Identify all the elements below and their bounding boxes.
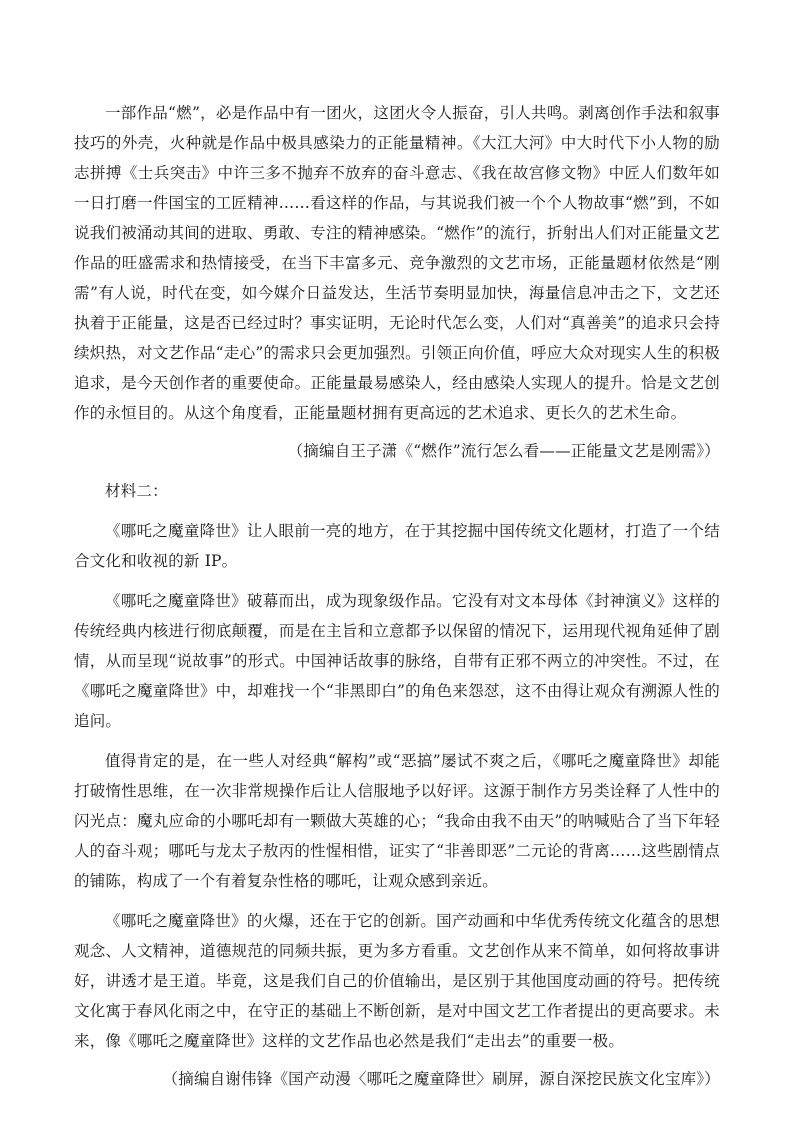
material2-paragraph-3: 值得肯定的是，在一些人对经典“解构”或“恶搞”屡试不爽之后，《哪吒之魔童降世》却能打破惰性思维，在一次非常规操作后让人信服地予以好评。这源于制作方另类诠释了人性中的闪光点：魔丸应命的小哪吒却有一颗做大英雄的心；“我命由我不由天”的呐喊贴合了当下年轻人的奋斗观；哪吒与龙太子敖丙的性惺相惜，证实了“非善即恶”二元论的背离……这些剧情点的铺陈，构成了一个有着复杂性格的哪吒，让观众感到亲近。 bbox=[74, 752, 720, 890]
material1-source: （摘编自王子潇《“燃作”流行怎么看——正能量文艺是刚需》） bbox=[287, 442, 720, 460]
material2-label: 材料二： bbox=[105, 482, 168, 500]
material2-paragraph-1: 《哪吒之魔童降世》让人眼前一亮的地方，在于其挖掘中国传统文化题材，打造了一个结合文化和收视的新 IP。 bbox=[74, 522, 720, 570]
material2-paragraph-4: 《哪吒之魔童降世》的火爆，还在于它的创新。国产动画和中华优秀传统文化蕴含的思想观念、人文精神，道德规范的同频共振，更为多方看重。文艺创作从来不简单，如何将故事讲好，讲透才是王道。毕竟，这是我们自己的价值输出，是区别于其他国度动画的符号。把传统文化寓于春风化雨之中，在守正的基础上不断创新，是对中国文艺工作者提出的更高要求。未来，像《哪吒之魔童降世》这样的文艺作品也必然是我们“走出去”的重要一极。 bbox=[74, 912, 720, 1050]
material2-paragraph-2: 《哪吒之魔童降世》破幕而出，成为现象级作品。它没有对文本母体《封神演义》这样的传统经典内核进行彻底颠覆，而是在主旨和立意都予以保留的情况下，运用现代视角延伸了剧情，从而呈现“说故事”的形式。中国神话故事的脉络，自带有正邪不两立的冲突性。不过，在《哪吒之魔童降世》中，却难找一个“非黑即白”的角色来怨怼，这不由得让观众有溯源人性的追问。 bbox=[74, 592, 720, 730]
material2-source: （摘编自谢伟锋《国产动漫〈哪吒之魔童降世〉刷屏，源自深挖民族文化宝库》） bbox=[162, 1070, 720, 1088]
material1-paragraph: 一部作品“燃”，必是作品中有一团火，这团火令人振奋，引人共鸣。剥离创作手法和叙事技巧的外壳，火种就是作品中极具感染力的正能量精神。《大江大河》中大时代下小人物的励志拼搏《士兵突击》中许三多不抛弃不放弃的奋斗意志、《我在故宫修文物》中匠人们数年如一日打磨一件国宝的工匠精神……看这样的作品，与其说我们被一个个人物故事“燃”到，不如说我们被涌动其间的进取、勇敢、专注的精神感染。“燃作”的流行，折射出人们对正能量文艺作品的旺盛需求和热情接受，在当下丰富多元、竞争激烈的文艺市场，正能量题材依然是“刚需”有人说，时代在变，如今媒介日益发达，生活节奏明显加快，海量信息冲击之下，文艺还执着于正能量，这是否已经过时？事实证明，无论时代怎么变，人们对“真善美”的追求只会持续炽热，对文艺作品“走心”的需求只会更加强烈。引领正向价值，呼应大众对现实人生的积极追求，是今天创作者的重要使命。正能量最易感染人，经由感染人实现人的提升。恰是文艺创作的永恒目的。从这个角度看，正能量题材拥有更高远的艺术追求、更长久的艺术生命。 bbox=[74, 104, 720, 422]
document-body bbox=[74, 98, 720, 1094]
